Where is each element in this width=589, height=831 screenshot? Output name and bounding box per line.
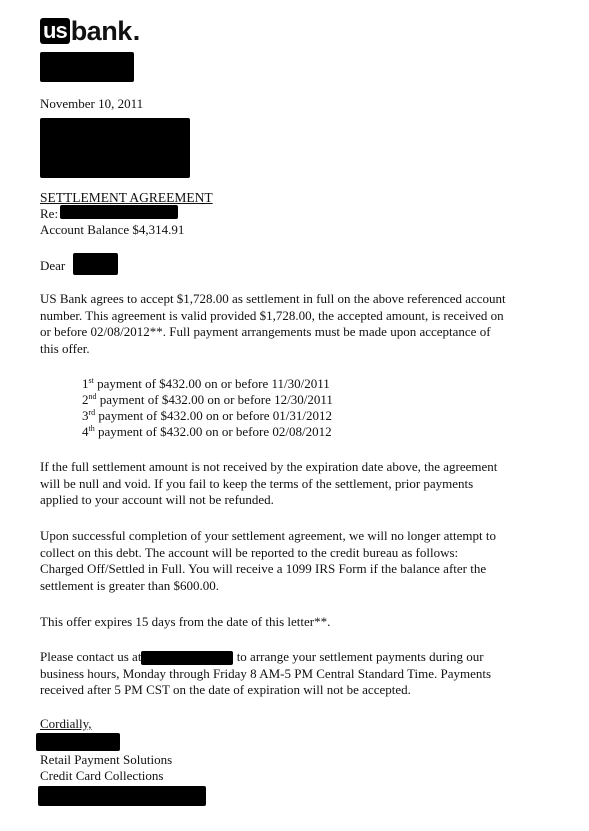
paragraph-contact (40, 649, 560, 699)
redacted-footer (38, 786, 206, 806)
re-line (40, 206, 58, 223)
payment-text: payment of $432.00 on or before 02/08/2012 (94, 424, 332, 439)
text-line: If the full settlement amount is not received by the expiration date above, the agreement (40, 459, 498, 474)
salutation (40, 258, 65, 275)
text-line: This offer expires 15 days from the date of this letter**. (40, 614, 331, 629)
payment-line (82, 376, 330, 392)
text-line: applied to your account will not be refunded. (40, 492, 274, 508)
redacted-signature (36, 733, 120, 751)
payment-ordinal-suffix: rd (88, 408, 96, 417)
payment-ordinal-suffix: nd (88, 392, 97, 401)
text-line (40, 649, 560, 666)
redacted-phone (141, 651, 233, 665)
signature-line: Credit Card Collections (40, 768, 164, 783)
paragraph-settlement (40, 291, 560, 357)
payment-line (82, 392, 333, 408)
text-line: business hours, Monday through Friday 8 AM-5 PM Central Standard Time. Payments (40, 665, 492, 681)
redacted-address (40, 118, 190, 178)
payment-text: payment of $432.00 on or before 01/31/2012 (95, 408, 333, 423)
contact-text: to arrange your settlement payments during our (233, 649, 484, 664)
redacted-block (40, 52, 134, 82)
text-line: or before 02/08/2012**. Full payment arrangements must be made upon acceptance of (40, 324, 491, 340)
closing: Cordially, (40, 716, 92, 731)
text-line: settlement is greater than $600.00. (40, 577, 220, 593)
payment-text: payment of $432.00 on or before 12/30/2011 (96, 392, 333, 407)
paragraph-expiry (40, 614, 560, 631)
text-line: received after 5 PM CST on the date of expiration will not be accepted. (40, 682, 411, 698)
payment-ordinal: 1 (82, 376, 89, 391)
balance-line: Account Balance $4,314.91 (40, 222, 185, 237)
letter-date: November 10, 2011 (40, 96, 144, 111)
payment-ordinal-suffix: th (88, 424, 95, 433)
redacted-account (60, 205, 178, 219)
text-line: Upon successful completion of your settlement agreement, we will no longer attempt to (40, 528, 496, 543)
re-label: Re: (40, 206, 59, 221)
letter-heading: SETTLEMENT AGREEMENT (40, 190, 213, 205)
logo-text: bank (70, 16, 132, 46)
signature-line: Retail Payment Solutions (40, 752, 173, 767)
dear-label: Dear (40, 258, 66, 273)
paragraph-completion (40, 528, 560, 594)
text-line: collect on this debt. The account will be reported to the credit bureau as follows: (40, 544, 459, 560)
text-line: will be null and void. If you fail to keep the terms of the settlement, prior payments (40, 475, 474, 491)
payment-ordinal: 4 (82, 424, 89, 439)
payment-text: payment of $432.00 on or before 11/30/2011 (93, 376, 330, 391)
payment-ordinal: 3 (82, 408, 89, 423)
payment-ordinal: 2 (82, 392, 89, 407)
text-line: this offer. (40, 340, 90, 356)
paragraph-terms (40, 459, 560, 509)
text-line: number. This agreement is valid provided $1,728.00, the accepted amount, is received on (40, 307, 504, 323)
payment-line (82, 424, 332, 440)
payment-ordinal-suffix: st (88, 376, 94, 385)
text-line: Charged Off/Settled in Full. You will receive a 1099 IRS Form if the balance after the (40, 561, 487, 577)
text-line: US Bank agrees to accept $1,728.00 as settlement in full on the above referenced account (40, 291, 506, 306)
usbank-logo (40, 18, 140, 44)
payment-line (82, 408, 332, 424)
redacted-name (73, 253, 118, 275)
contact-text: Please contact us at (40, 649, 142, 664)
logo-box: us (40, 18, 70, 44)
logo-dot: . (132, 16, 140, 46)
